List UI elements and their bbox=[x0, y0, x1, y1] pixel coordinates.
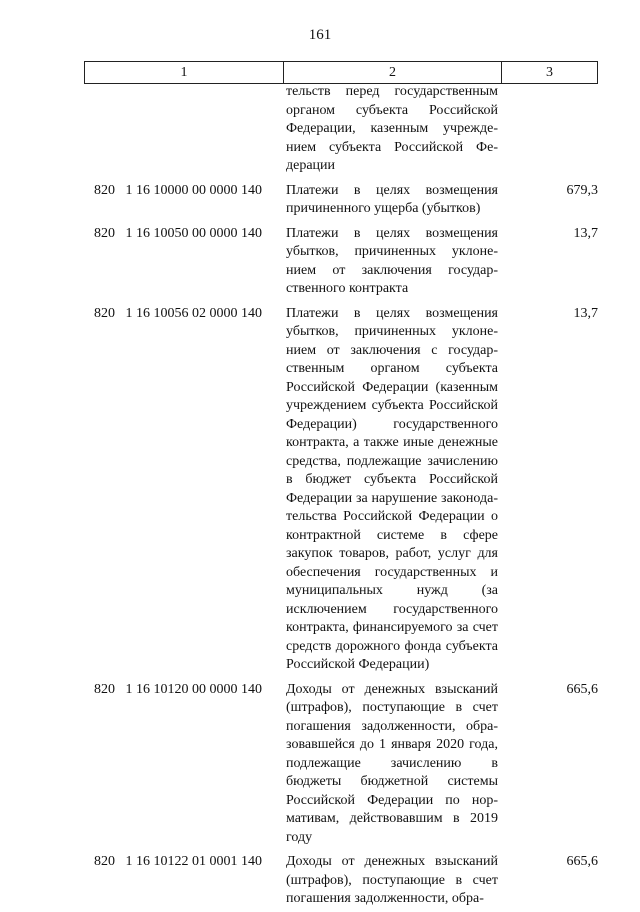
table-row bbox=[0, 681, 640, 848]
row-description: Доходы от денежных взысканий (штрафов), поступающие в счет погашения задолженности, обра- bbox=[286, 854, 498, 906]
row-code: 820 1 16 10122 01 0001 140 bbox=[94, 854, 262, 869]
table-body bbox=[0, 83, 640, 912]
row-code: 820 1 16 10050 00 0000 140 bbox=[94, 225, 262, 241]
row-code: 820 1 16 10056 02 0000 140 bbox=[94, 305, 262, 321]
row-amount: 679,3 bbox=[566, 182, 598, 198]
row-description: Платежи в целях возмещения убытков, причиненных уклонением от заключения с государственным органом субъекта Российской Федерации (казенным учреждением субъекта Российской Федерации) государственного контракта, а также иные денежные средства, подлежащие зачислению в бюджет субъекта Российской Федерации за нарушение законодательства Российской Федерации о контрактной системе в сфере закупок товаров, работ, услуг для обеспечения государственных и муниципальных нужд (за исключением государственного контракта, финансируемого за счет средств дорожного фонда субъекта Российской Федерации) bbox=[286, 305, 498, 672]
row-description: тельств перед государственным органом субъекта Российской Федерации, казенным учреждением субъекта Российской Федерации bbox=[286, 84, 498, 173]
row-amount: 665,6 bbox=[566, 681, 598, 697]
column-header-row bbox=[85, 62, 598, 84]
column-header-2: 2 bbox=[284, 62, 502, 84]
table-row bbox=[0, 182, 640, 219]
page-number: 161 bbox=[308, 27, 332, 43]
row-amount: 665,6 bbox=[566, 854, 598, 869]
column-header-table bbox=[84, 61, 598, 84]
column-header-3: 3 bbox=[502, 62, 598, 84]
column-header-1: 1 bbox=[85, 62, 284, 84]
table-row bbox=[0, 83, 640, 176]
table-row bbox=[0, 853, 640, 909]
row-description: Платежи в целях возмещения убытков, причиненных уклонением от заключения государственного контракта bbox=[286, 225, 498, 296]
table-row bbox=[0, 305, 640, 675]
row-code: 820 1 16 10120 00 0000 140 bbox=[94, 681, 262, 697]
row-description: Платежи в целях возмещения причиненного ущерба (убытков) bbox=[286, 182, 498, 216]
row-amount: 13,7 bbox=[573, 225, 598, 241]
row-description: Доходы от денежных взысканий (штрафов), поступающие в счет погашения задолженности, образовавшейся до 1 января 2020 года, подлежащие зачислению в бюджеты бюджетной системы Российской Федерации по нормативам, действовавшим в 2019 году bbox=[286, 681, 498, 845]
row-code: 820 1 16 10000 00 0000 140 bbox=[94, 182, 262, 198]
row-amount: 13,7 bbox=[573, 305, 598, 321]
table-row bbox=[0, 225, 640, 299]
